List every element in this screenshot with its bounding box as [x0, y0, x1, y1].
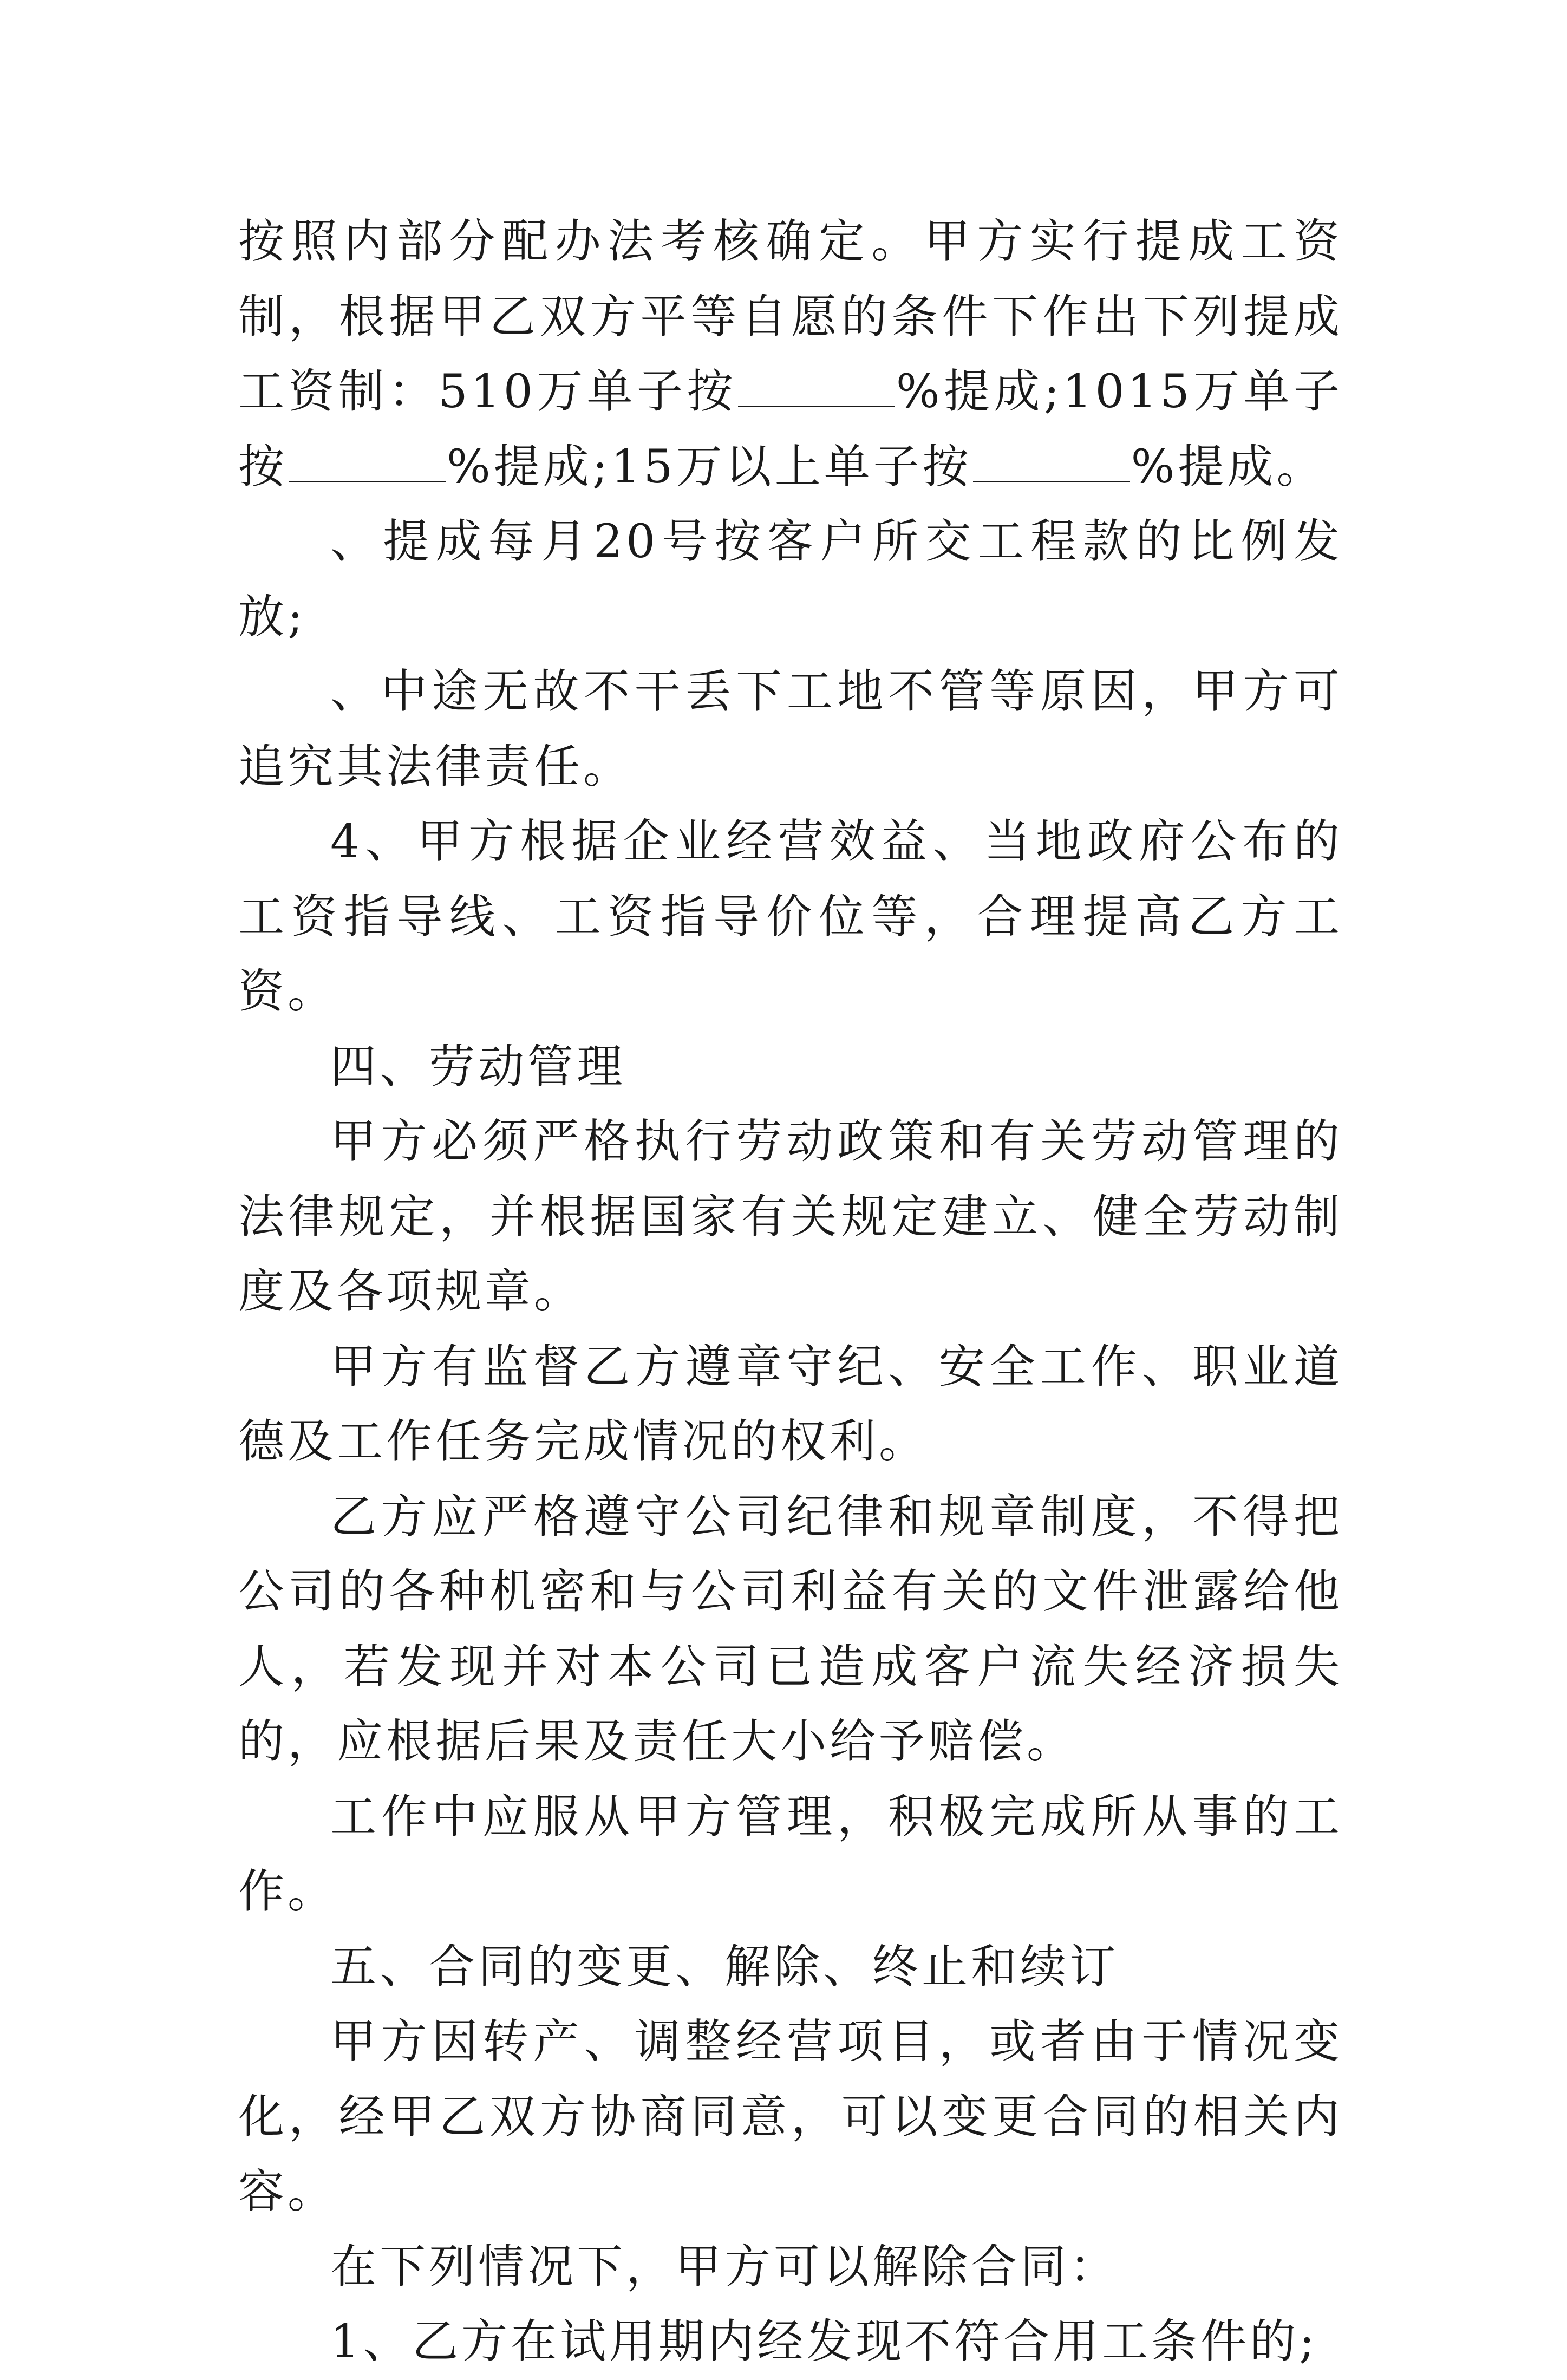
paragraph-text: 按照内部分配办法考核确定。甲方实行提成工资制，根据甲乙双方平等自愿的条件下作出下列提成工资制：510万单子按 [238, 215, 1343, 419]
paragraph [238, 1105, 1343, 1330]
paragraph-text: 在下列情况下，甲方可以解除合同： [330, 2240, 1119, 2294]
paragraph [238, 205, 1343, 505]
paragraph-text: 4、甲方根据企业经营效益、当地政府公布的工资指导线、工资指导价位等，合理提高乙方工资。 [238, 815, 1343, 1019]
paragraph-text: 乙方应严格遵守公司纪律和规章制度，不得把公司的各种机密和与公司利益有关的文件泄露给他人，若发现并对本公司已造成客户流失经济损失的，应根据后果及责任大小给予赔偿。 [238, 1490, 1343, 1769]
paragraph-text: 、中途无故不干丢下工地不管等原因，甲方可追究其法律责任。 [238, 665, 1343, 794]
paragraph [238, 2305, 1343, 2380]
paragraph [238, 1330, 1343, 1480]
paragraph [238, 805, 1343, 1030]
document-body [238, 205, 1343, 2380]
paragraph [238, 1780, 1343, 1930]
paragraph [238, 2005, 1343, 2230]
paragraph-text: 五、合同的变更、解除、终止和续订 [330, 1940, 1119, 1994]
paragraph-text: %提成;15万以上单子按 [447, 440, 972, 494]
paragraph-text: %提成。 [1131, 440, 1326, 494]
paragraph [238, 1030, 1343, 1105]
paragraph-text: 甲方必须严格执行劳动政策和有关劳动管理的法律规定，并根据国家有关规定建立、健全劳动制度及各项规章。 [238, 1115, 1343, 1319]
fill-in-blank [289, 443, 446, 482]
paragraph-text: 1、乙方在试用期内经发现不符合用工条件的; [330, 2315, 1318, 2369]
paragraph-text: 甲方有监督乙方遵章守纪、安全工作、职业道德及工作任务完成情况的权利。 [238, 1340, 1343, 1469]
paragraph-text: 工作中应服从甲方管理，积极完成所从事的工作。 [238, 1790, 1343, 1919]
paragraph-text: 四、劳动管理 [330, 1040, 626, 1094]
paragraph [238, 2230, 1343, 2305]
paragraph-text: %提成;1015万单子按 [238, 365, 1343, 494]
paragraph-text: 甲方因转产、调整经营项目，或者由于情况变化，经甲乙双方协商同意，可以变更合同的相关内容。 [238, 2015, 1343, 2219]
paragraph [238, 655, 1343, 805]
fill-in-blank [738, 368, 895, 407]
paragraph [238, 505, 1343, 655]
paragraph [238, 1930, 1343, 2005]
fill-in-blank [973, 443, 1130, 482]
paragraph [238, 1480, 1343, 1780]
paragraph-text: 、提成每月20号按客户所交工程款的比例发放; [238, 515, 1343, 644]
